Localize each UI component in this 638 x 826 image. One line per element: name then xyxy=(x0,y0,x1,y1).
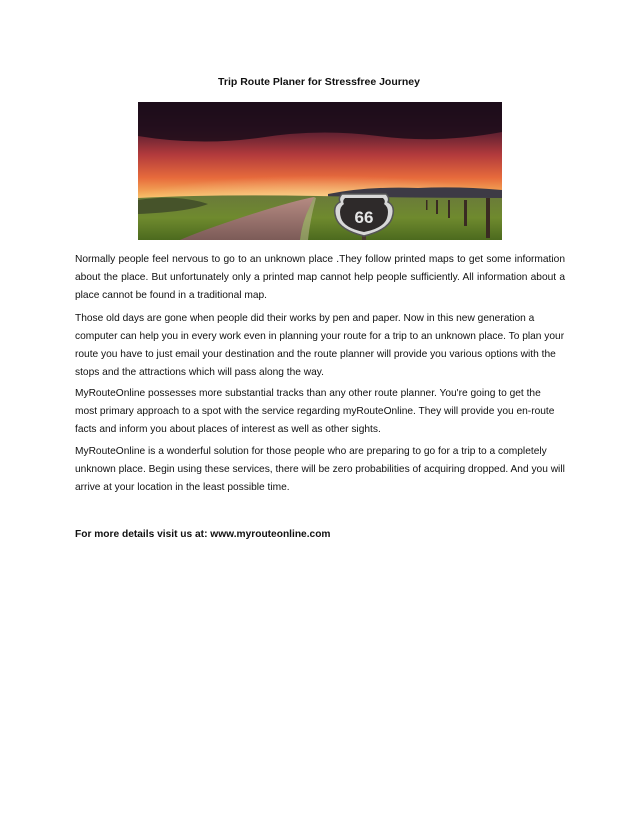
paragraph-2: Those old days are gone when people did their works by pen and paper. Now in this new generation a computer can help you in every work even in planning your route for a trip to an unknown place. To plan your route you have to just email your destination and the route planner will provide you various options with the stops and the attractions which will pass along the way. xyxy=(75,313,565,378)
paragraph-1: Normally people feel nervous to go to an unknown place .They follow printed maps to get some information about the place. But unfortunately only a printed map cannot help people sufficiently. All information about a place cannot be found in a traditional map. xyxy=(75,254,565,301)
paragraph-3: MyRouteOnline possesses more substantial tracks than any other route planner. You're going to get the most primary approach to a spot with the service regarding myRouteOnline. They will provide you en-route facts and inform you about places of interest as well as other sights. xyxy=(75,388,555,435)
footer-link-text: For more details visit us at: www.myrouteonline.com xyxy=(75,529,331,540)
sign-number: 66 xyxy=(354,208,374,227)
paragraph-4: MyRouteOnline is a wonderful solution for those people who are preparing to go for a trip to a completely unknown place. Begin using these services, there will be zero probabilities of acquiring dropped. And you will arrive at your location in the least possible time. xyxy=(75,446,565,493)
document-title: Trip Route Planer for Stressfree Journey xyxy=(218,76,420,88)
route-66-photo xyxy=(138,102,502,240)
